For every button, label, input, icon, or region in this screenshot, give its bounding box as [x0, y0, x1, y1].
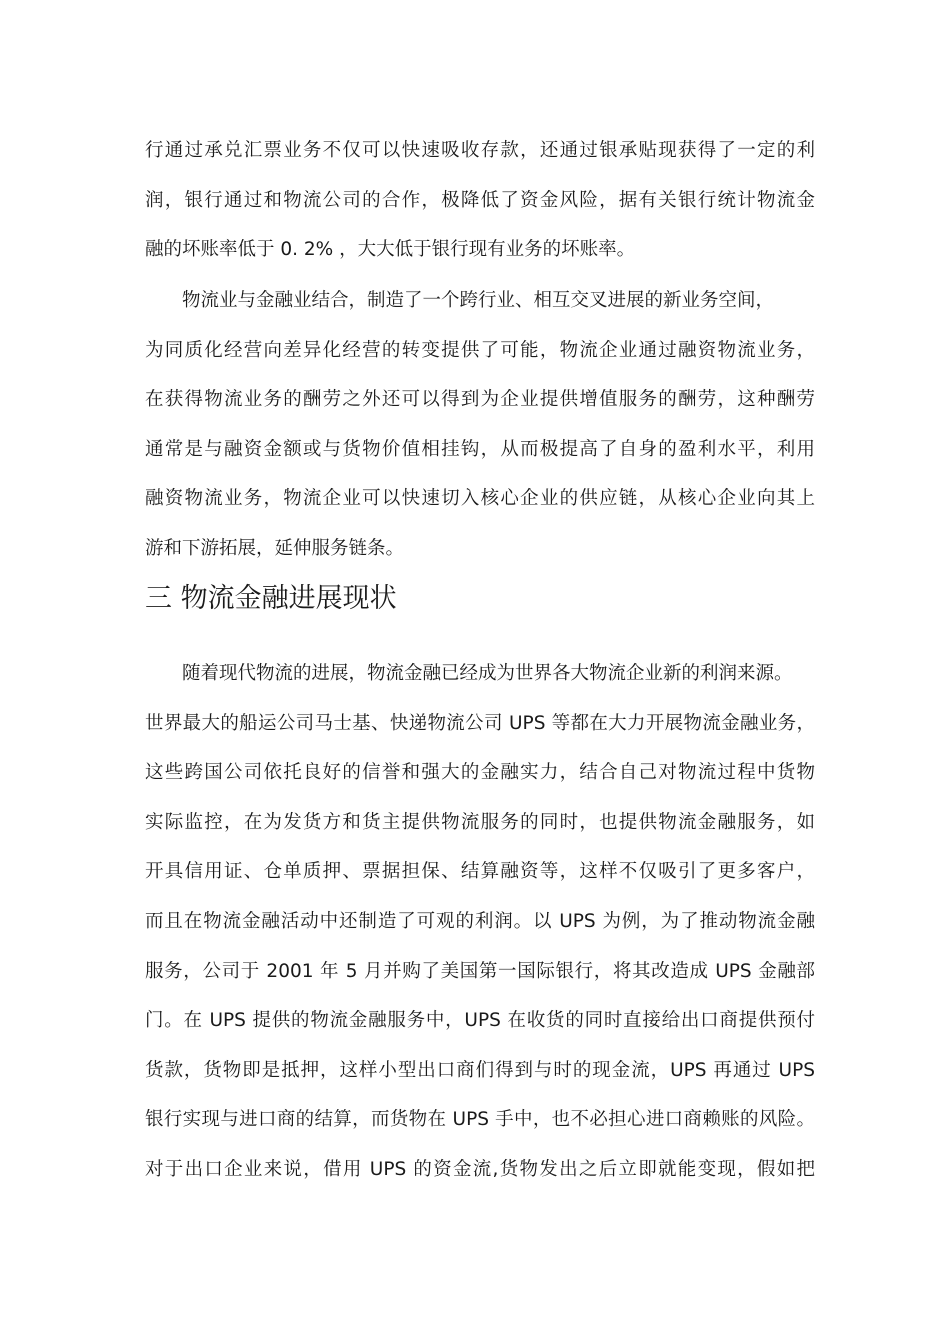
paragraph-line: 融的坏账率低于 0. 2% ，大大低于银行现有业务的坏账率。 — [145, 239, 636, 261]
paragraph-line: 润，银行通过和物流公司的合作，极降低了资金风险，据有关银行统计物流金 — [145, 189, 815, 211]
paragraph-2 — [145, 276, 815, 574]
paragraph-line: 开具信用证、仓单质押、票据担保、结算融资等，这样不仅吸引了更多客户， — [145, 861, 815, 883]
paragraph-3 — [145, 649, 815, 1195]
paragraph-line: 货款，货物即是抵押，这样小型出口商们得到与时的现金流，UPS 再通过 UPS — [145, 1059, 815, 1081]
paragraph-line: 物流业与金融业结合，制造了一个跨行业、相互交叉进展的新业务空间， — [182, 290, 775, 311]
section-heading: 三 物流金融进展现状 — [145, 583, 397, 614]
paragraph-line: 游和下游拓展，延伸服务链条。 — [145, 537, 405, 559]
paragraph-line: 对于出口企业来说，借用 UPS 的资金流,货物发出之后立即就能变现，假如把 — [145, 1158, 815, 1180]
paragraph-line: 实际监控，在为发货方和货主提供物流服务的同时，也提供物流金融服务，如 — [145, 811, 815, 833]
paragraph-line: 通常是与融资金额或与货物价值相挂钩，从而极提高了自身的盈利水平，利用 — [145, 438, 815, 460]
paragraph-line: 融资物流业务，物流企业可以快速切入核心企业的供应链，从核心企业向其上 — [145, 488, 815, 510]
paragraph-line: 门。在 UPS 提供的物流金融服务中，UPS 在收货的同时直接给出口商提供预付 — [145, 1010, 815, 1032]
paragraph-line: 而且在物流金融活动中还制造了可观的利润。以 UPS 为例，为了推动物流金融 — [145, 910, 815, 932]
paragraph-line: 服务，公司于 2001 年 5 月并购了美国第一国际银行，将其改造成 UPS 金融部 — [145, 960, 815, 982]
paragraph-line: 为同质化经营向差异化经营的转变提供了可能，物流企业通过融资物流业务， — [145, 339, 815, 361]
paragraph-line: 这些跨国公司依托良好的信誉和强大的金融实力，结合自己对物流过程中货物 — [145, 762, 815, 784]
paragraph-line: 银行实现与进口商的结算，而货物在 UPS 手中，也不必担心进口商赖账的风险。 — [145, 1109, 815, 1131]
paragraph-line: 行通过承兑汇票业务不仅可以快速吸收存款，还通过银承贴现获得了一定的利 — [145, 140, 815, 161]
paragraph-line: 随着现代物流的进展，物流金融已经成为世界各大物流企业新的利润来源。 — [182, 663, 793, 684]
paragraph-1 — [145, 126, 815, 275]
paragraph-line: 世界最大的船运公司马士基、快递物流公司 UPS 等都在大力开展物流金融业务， — [145, 712, 815, 734]
paragraph-line: 在获得物流业务的酬劳之外还可以得到为企业提供增值服务的酬劳，这种酬劳 — [145, 389, 815, 411]
